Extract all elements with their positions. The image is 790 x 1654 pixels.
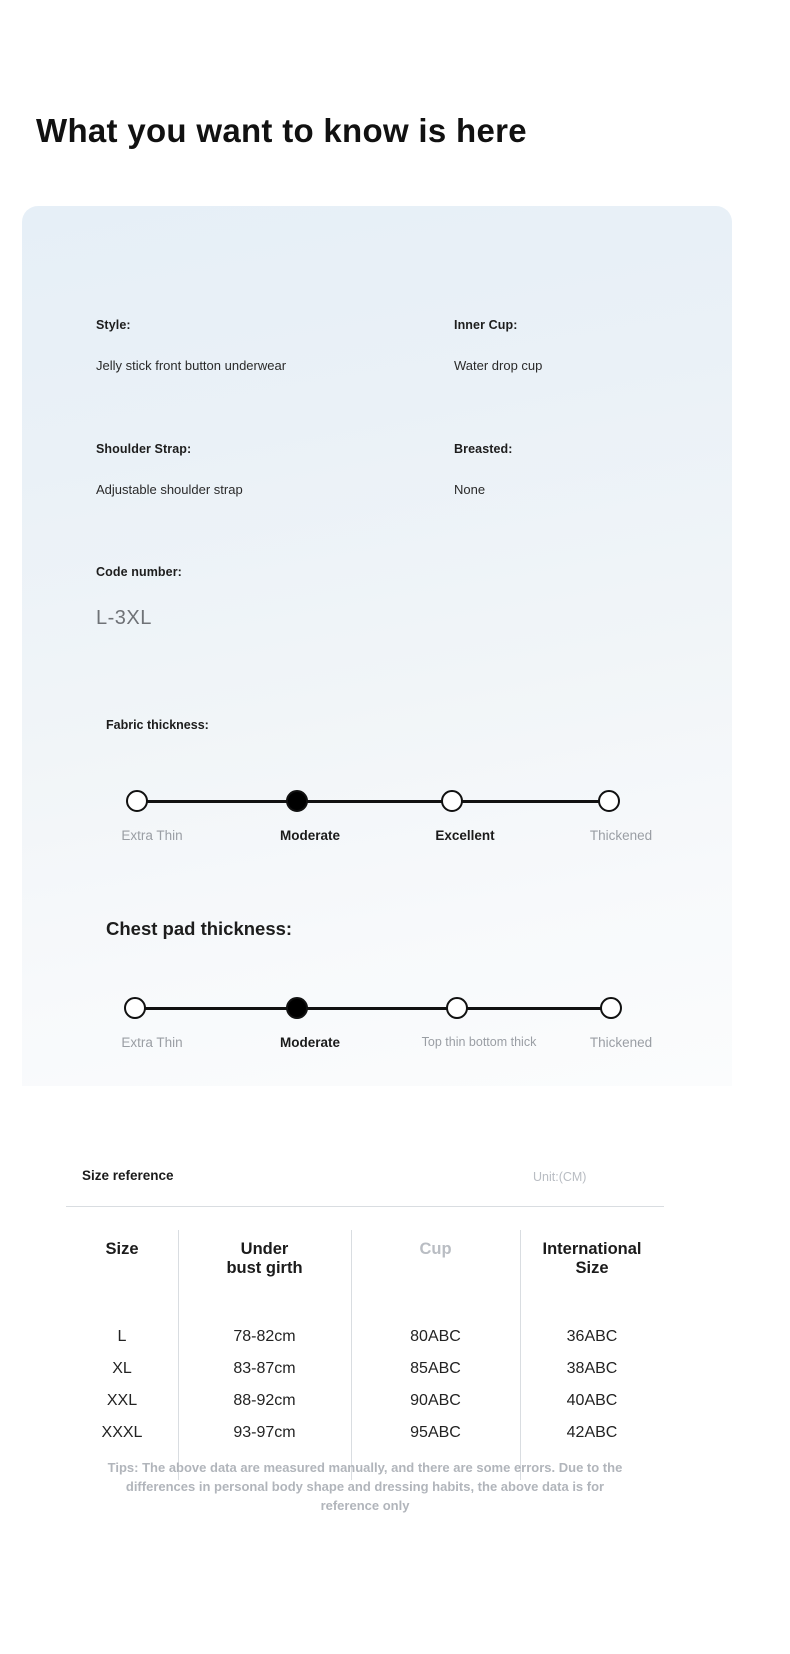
pad-label-0: Extra Thin [121,1035,183,1050]
cell-underbust: 83-87cm [233,1360,296,1377]
fabric-thickness-label: Fabric thickness: [106,718,209,732]
cell-cup: 95ABC [410,1424,461,1441]
fabric-dot-1[interactable] [286,790,308,812]
cell-underbust: 88-92cm [233,1392,296,1409]
pad-label-1: Moderate [279,1035,341,1050]
pad-label-3: Thickened [589,1035,653,1050]
cell-cup: 80ABC [410,1328,461,1345]
fabric-dot-3[interactable] [598,790,620,812]
spec-inner-cup [454,318,542,373]
pad-dot-1[interactable] [286,997,308,1019]
cell-international: 40ABC [566,1392,618,1409]
cell-size: L [117,1328,127,1345]
table-divider-3 [520,1230,521,1480]
table-header-row [66,1240,664,1278]
cell-underbust: 93-97cm [233,1424,296,1441]
table-row [66,1358,664,1380]
cell-cup: 85ABC [410,1360,461,1377]
spec-shoulder-strap-value: Adjustable shoulder strap [96,482,243,497]
spec-code-number [96,565,182,630]
pad-label-2: Top thin bottom thick [421,1035,537,1049]
fabric-label-0: Extra Thin [121,828,183,843]
table-row [66,1390,664,1412]
spec-style [96,318,286,373]
cell-international: 38ABC [566,1360,618,1377]
table-header-international: International Size [542,1240,642,1277]
size-tips-text: Tips: The above data are measured manually, and there are some errors. Due to the differences in personal body shape and dressing habits, the above data is for reference only [107,1460,623,1513]
table-body [66,1326,664,1444]
table-header-underbust: Under bust girth [226,1240,303,1277]
pad-dot-3[interactable] [600,997,622,1019]
cell-international: 42ABC [566,1424,618,1441]
table-divider-1 [178,1230,179,1480]
fabric-label-3: Thickened [589,828,653,843]
spec-code-number-value: L-3XL [96,607,152,629]
table-divider-2 [351,1230,352,1480]
table-header-cup: Cup [419,1240,452,1258]
size-table [66,1206,664,1454]
size-reference-title: Size reference [82,1168,174,1183]
cell-size: XL [112,1360,132,1377]
slider-track [138,1007,618,1010]
pad-dot-0[interactable] [124,997,146,1019]
cell-international: 36ABC [566,1328,618,1345]
fabric-dot-2[interactable] [441,790,463,812]
spec-code-number-label: Code number: [96,565,182,579]
chest-pad-thickness-label: Chest pad thickness: [106,918,293,939]
spec-style-value: Jelly stick front button underwear [96,358,287,373]
spec-breasted-value: None [454,482,486,497]
fabric-label-2: Excellent [435,828,495,843]
cell-cup: 90ABC [410,1392,461,1409]
cell-underbust: 78-82cm [233,1328,296,1345]
spec-breasted-label: Breasted: [454,442,513,456]
slider-track [138,800,618,803]
cell-size: XXXL [101,1424,143,1441]
table-row [66,1326,664,1348]
spec-shoulder-strap [96,442,243,497]
spec-inner-cup-label: Inner Cup: [454,318,518,332]
spec-breasted [454,442,513,497]
spec-shoulder-strap-label: Shoulder Strap: [96,442,192,456]
spec-inner-cup-value: Water drop cup [454,358,543,373]
table-header-size: Size [105,1240,139,1258]
table-row [66,1422,664,1444]
size-unit-label: Unit:(CM) [533,1170,587,1184]
pad-dot-2[interactable] [446,997,468,1019]
spec-style-label: Style: [96,318,131,332]
fabric-label-1: Moderate [279,828,341,843]
fabric-dot-0[interactable] [126,790,148,812]
cell-size: XXL [106,1392,138,1409]
page-title: What you want to know is here [36,112,527,149]
